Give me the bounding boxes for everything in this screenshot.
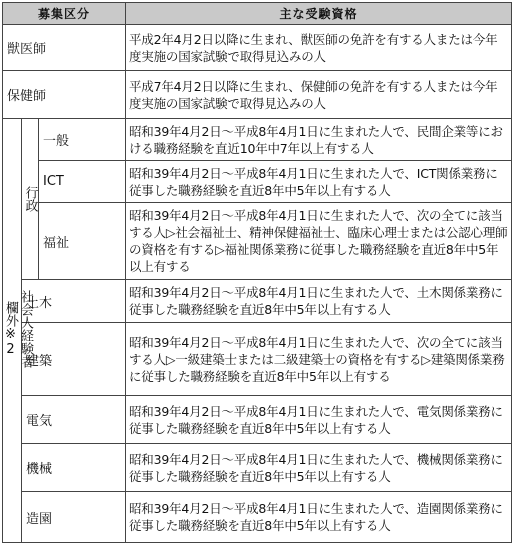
- table-row: [3, 25, 512, 71]
- category-mechanical: 機械: [22, 444, 126, 492]
- qualification-architecture: 昭和39年4月2日～平成8年4月1日に生まれた人で、次の全てに該当する人▷一級建築士または二級建築士の資格を有する▷建築関係業務に従事した職務経験を直近8年中5年以上有する: [126, 323, 512, 396]
- experienced-note: 欄外※2: [3, 300, 18, 357]
- qualification-general: 昭和39年4月2日～平成8年4月1日に生まれた人で、民間企業等における職務経験を直近10年中7年以上有する人: [126, 119, 512, 161]
- table-row: [3, 323, 512, 396]
- category-ict: ICT: [39, 161, 126, 203]
- qualification-electrical: 昭和39年4月2日～平成8年4月1日に生まれた人で、電気関係業務に従事した職務経験を直近8年中5年以上有する人: [126, 396, 512, 444]
- category-architecture: 建築: [22, 323, 126, 396]
- qualification-public-health-nurse: 平成7年4月2日以降に生まれ、保健師の免許を有する人または今年度実施の国家試験で取得見込みの人: [126, 71, 512, 119]
- category-electrical: 電気: [22, 396, 126, 444]
- qualification-veterinarian: 平成2年4月2日以降に生まれ、獣医師の免許を有する人または今年度実施の国家試験で取得見込みの人: [126, 25, 512, 71]
- qualification-welfare: 昭和39年4月2日～平成8年4月1日に生まれた人で、次の全てに該当する人▷社会福祉士、精神保健福祉士、臨床心理士または公認心理師の資格を有する▷福祉関係業務に従事した職務経験を直近8年中5年以上有する: [126, 203, 512, 280]
- header-qualifications: 主な受験資格: [126, 3, 512, 25]
- qualification-civil: 昭和39年4月2日～平成8年4月1日に生まれた人で、土木関係業務に従事した職務経験を直近8年中5年以上有する人: [126, 280, 512, 323]
- recruitment-table: [2, 2, 512, 543]
- table-row: [3, 280, 512, 323]
- qualification-landscaping: 昭和39年4月2日～平成8年4月1日に生まれた人で、造園関係業務に従事した職務経験を直近8年中5年以上有する人: [126, 492, 512, 543]
- table-header-row: [3, 3, 512, 25]
- category-welfare: 福祉: [39, 203, 126, 280]
- category-public-health-nurse: 保健師: [3, 71, 126, 119]
- table-row: [3, 119, 512, 161]
- table-row: [3, 492, 512, 543]
- table-row: [3, 396, 512, 444]
- table-row: [3, 71, 512, 119]
- table-row: [3, 203, 512, 280]
- category-administrative: [22, 119, 39, 280]
- category-civil: 土木: [22, 280, 126, 323]
- table-row: [3, 161, 512, 203]
- administrative-label: 行政: [22, 186, 38, 212]
- header-category: 募集区分: [3, 3, 126, 25]
- qualification-mechanical: 昭和39年4月2日～平成8年4月1日に生まれた人で、機械関係業務に従事した職務経験を直近8年中5年以上有する人: [126, 444, 512, 492]
- experienced-label: 社会人経験者: [18, 289, 33, 368]
- qualification-ict: 昭和39年4月2日～平成8年4月1日に生まれた人で、ICT関係業務に従事した職務経験を直近8年中5年以上有する人: [126, 161, 512, 203]
- category-landscaping: 造園: [22, 492, 126, 543]
- category-veterinarian: 獣医師: [3, 25, 126, 71]
- table-row: [3, 444, 512, 492]
- category-general: 一般: [39, 119, 126, 161]
